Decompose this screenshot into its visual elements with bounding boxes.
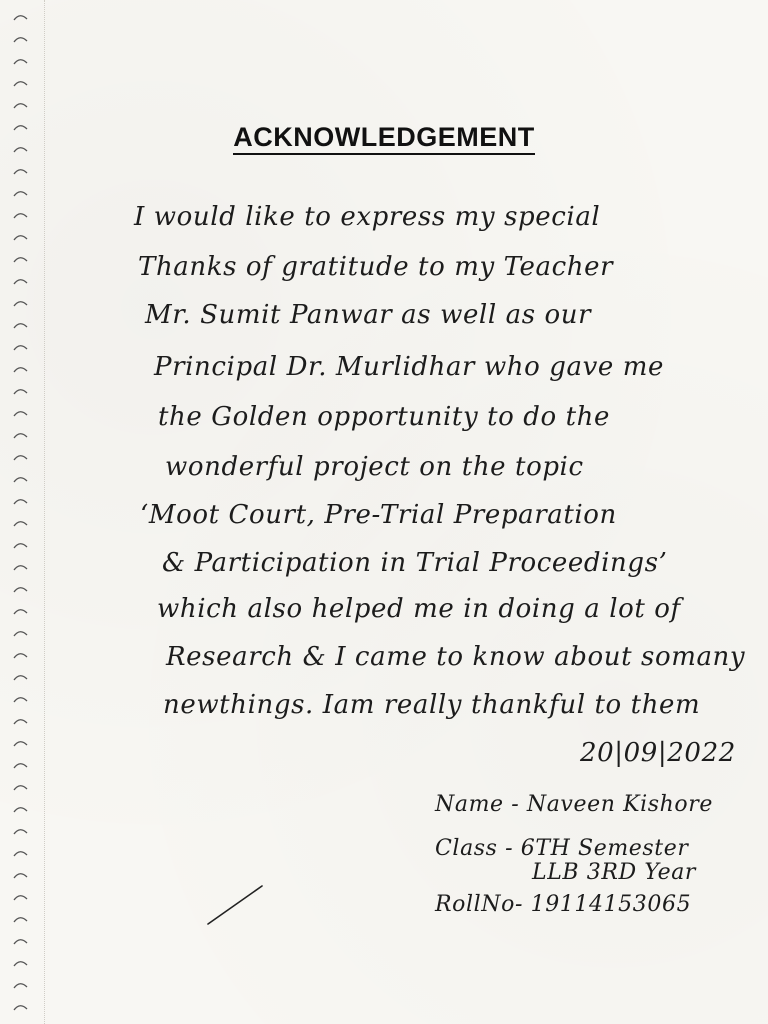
- spiral-ring: [14, 324, 27, 328]
- spiral-ring: [14, 60, 27, 64]
- spiral-ring: [14, 940, 27, 944]
- spiral-ring: [14, 478, 27, 482]
- spiral-ring: [14, 830, 27, 834]
- spiral-ring: [14, 82, 27, 86]
- spiral-ring: [14, 566, 27, 570]
- spiral-ring: [14, 918, 27, 922]
- spiral-ring: [14, 500, 27, 504]
- spiral-ring: [14, 808, 27, 812]
- spiral-ring: [14, 170, 27, 174]
- body-line-11: newthings. Iam really thankful to them: [163, 690, 701, 720]
- spiral-ring: [14, 16, 27, 20]
- spiral-ring: [14, 962, 27, 966]
- spiral-ring: [14, 698, 27, 702]
- spiral-ring: [14, 1006, 27, 1010]
- body-line-3: Mr. Sumit Panwar as well as our: [145, 300, 592, 330]
- margin-line: [44, 0, 45, 1024]
- spiral-ring: [14, 412, 27, 416]
- spiral-ring: [14, 654, 27, 658]
- signature-year: LLB 3RD Year: [532, 860, 697, 885]
- spiral-ring: [14, 390, 27, 394]
- spiral-ring: [14, 368, 27, 372]
- spiral-ring: [14, 258, 27, 262]
- spiral-ring: [14, 346, 27, 350]
- body-line-2: Thanks of gratitude to my Teacher: [138, 252, 614, 282]
- spiral-ring: [14, 786, 27, 790]
- spiral-ring: [14, 456, 27, 460]
- spiral-ring: [14, 984, 27, 988]
- spiral-ring: [14, 38, 27, 42]
- spiral-ring: [14, 192, 27, 196]
- spiral-ring: [14, 852, 27, 856]
- spiral-binding: [0, 0, 40, 1024]
- body-line-5: the Golden opportunity to do the: [158, 402, 611, 432]
- body-line-6: wonderful project on the topic: [165, 452, 584, 482]
- spiral-ring: [14, 302, 27, 306]
- spiral-ring: [14, 720, 27, 724]
- spiral-ring: [14, 522, 27, 526]
- spiral-ring: [14, 104, 27, 108]
- spiral-ring: [14, 588, 27, 592]
- spiral-ring: [14, 434, 27, 438]
- body-line-10: Research & I came to know about somany: [166, 642, 746, 672]
- body-line-1: I would like to express my special: [134, 202, 601, 232]
- spiral-ring: [14, 676, 27, 680]
- pen-stroke: [200, 882, 270, 932]
- body-line-9: which also helped me in doing a lot of: [157, 594, 681, 624]
- date: 20|09|2022: [580, 738, 736, 768]
- spiral-ring: [14, 236, 27, 240]
- spiral-ring: [14, 764, 27, 768]
- spiral-ring: [14, 610, 27, 614]
- signature-class: Class - 6TH Semester: [435, 836, 689, 861]
- spiral-ring: [14, 280, 27, 284]
- spiral-ring: [14, 632, 27, 636]
- page-title: ACKNOWLEDGEMENT: [0, 122, 768, 153]
- spiral-ring: [14, 896, 27, 900]
- signature-name: Name - Naveen Kishore: [435, 792, 713, 817]
- spiral-ring: [14, 214, 27, 218]
- spiral-ring: [14, 544, 27, 548]
- spiral-ring: [14, 874, 27, 878]
- body-line-7: ‘Moot Court, Pre-Trial Preparation: [140, 500, 617, 530]
- body-line-4: Principal Dr. Murlidhar who gave me: [154, 352, 664, 382]
- body-line-8: & Participation in Trial Proceedings’: [162, 548, 668, 578]
- signature-roll: RollNo- 19114153065: [435, 892, 692, 917]
- spiral-ring: [14, 742, 27, 746]
